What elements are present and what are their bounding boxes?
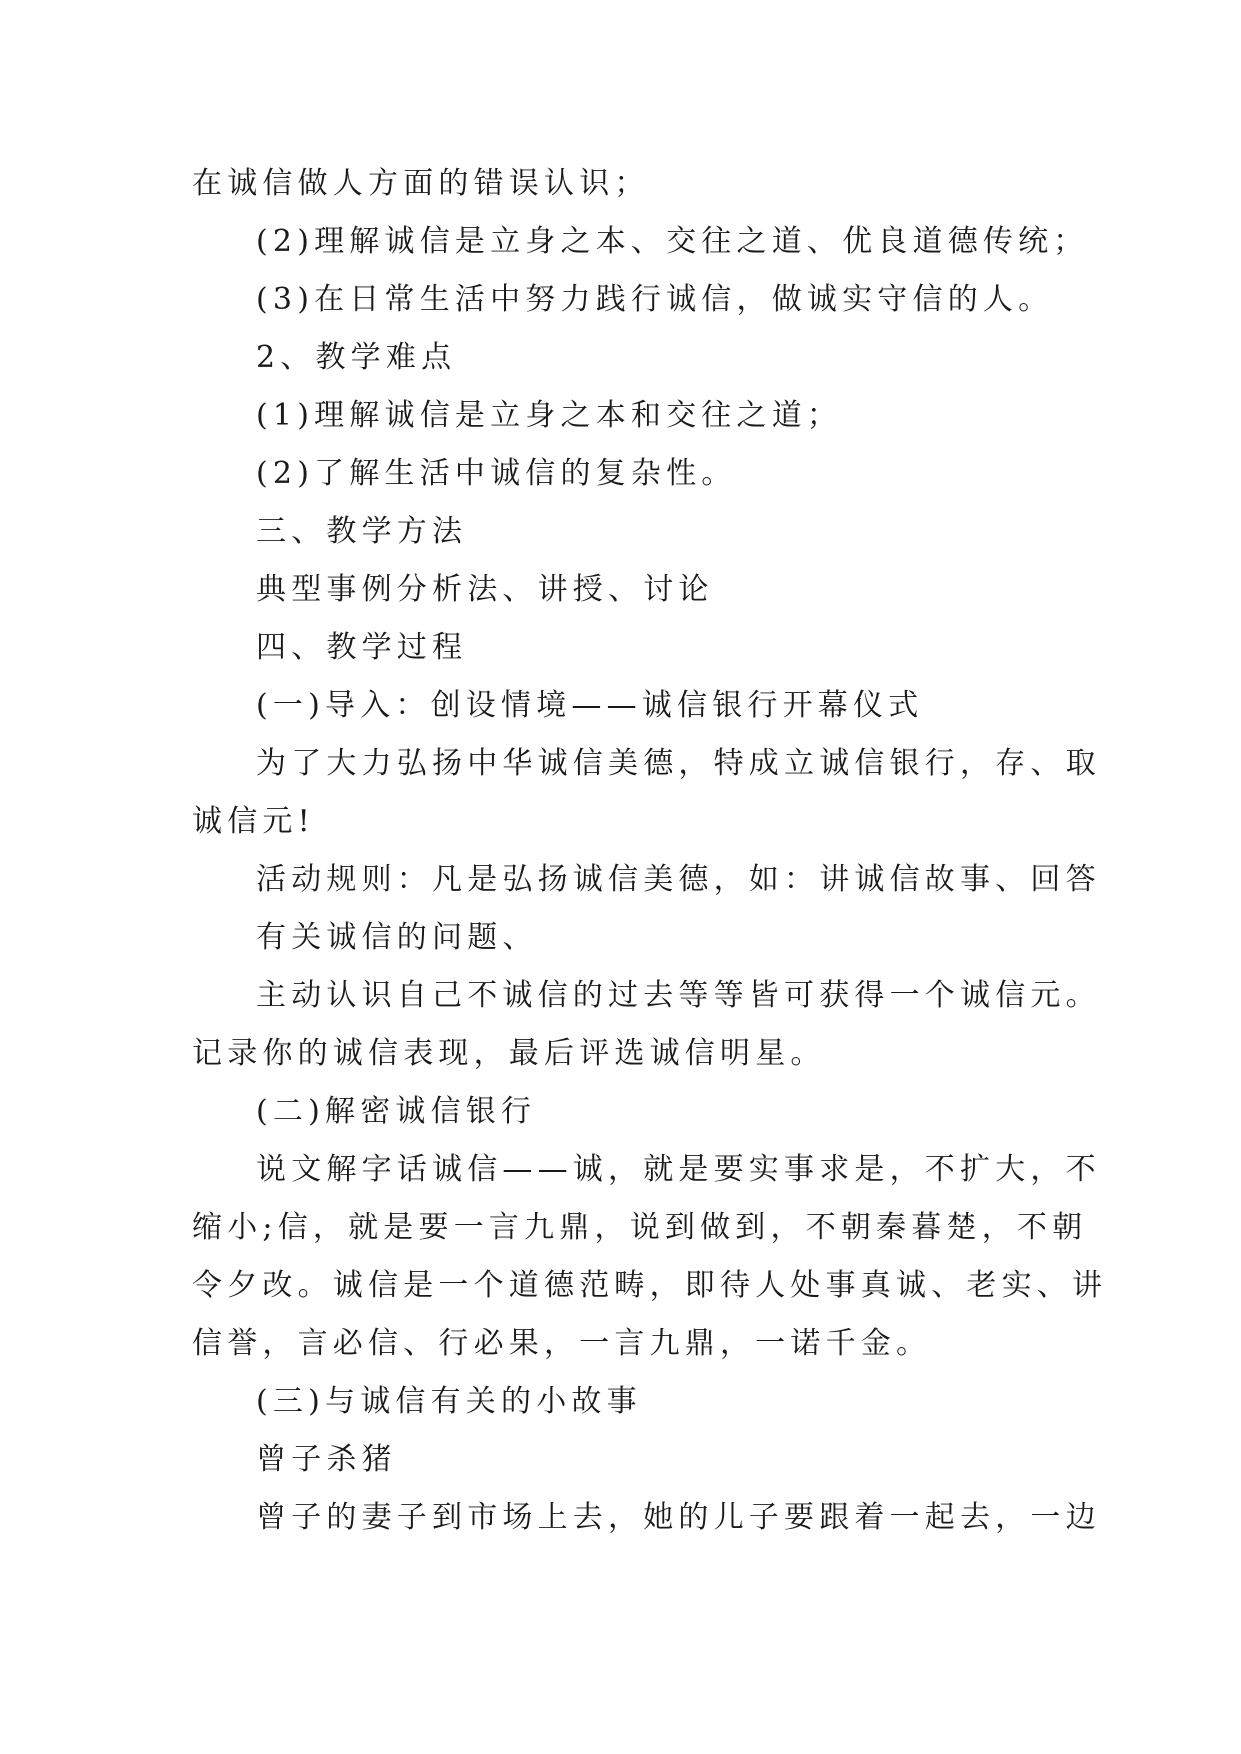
text-line: (3)在日常生活中努力践行诚信，做诚实守信的人。	[256, 282, 1054, 317]
text-line: 为了大力弘扬中华诚信美德，特成立诚信银行，存、取	[256, 746, 1101, 781]
text-line: 有关诚信的问题、	[256, 920, 538, 955]
text-line: 诚信元!	[192, 804, 315, 839]
text-line: 典型事例分析法、讲授、讨论	[256, 572, 714, 607]
subsection-heading: (二)解密诚信银行	[256, 1094, 537, 1129]
section-heading: 2、教学难点	[256, 340, 457, 375]
text-line: 说文解字话诚信——诚，就是要实事求是，不扩大，不	[256, 1152, 1101, 1187]
story-title: 曾子杀猪	[256, 1442, 397, 1477]
section-heading: 四、教学过程	[256, 630, 468, 665]
text-line: 活动规则：凡是弘扬诚信美德，如：讲诚信故事、回答	[256, 862, 1101, 897]
text-line: 在诚信做人方面的错误认识；	[192, 166, 650, 201]
text-line: (2)理解诚信是立身之本、交往之道、优良道德传统；	[256, 224, 1089, 259]
subsection-heading: (三)与诚信有关的小故事	[256, 1384, 642, 1419]
text-line: 缩小;信，就是要一言九鼎，说到做到，不朝秦暮楚，不朝	[192, 1210, 1088, 1245]
text-line: (1)理解诚信是立身之本和交往之道；	[256, 398, 843, 433]
section-heading: 三、教学方法	[256, 514, 468, 549]
text-line: 记录你的诚信表现，最后评选诚信明星。	[192, 1036, 826, 1071]
text-line: (2)了解生活中诚信的复杂性。	[256, 456, 737, 491]
text-line: 信誉，言必信、行必果，一言九鼎，一诺千金。	[192, 1326, 932, 1361]
text-line: 主动认识自己不诚信的过去等等皆可获得一个诚信元。	[256, 978, 1101, 1013]
subsection-heading: (一)导入：创设情境——诚信银行开幕仪式	[256, 688, 924, 723]
text-line: 令夕改。诚信是一个道德范畴，即待人处事真诚、老实、讲	[192, 1268, 1108, 1303]
text-line: 曾子的妻子到市场上去，她的儿子要跟着一起去，一边	[256, 1500, 1101, 1535]
